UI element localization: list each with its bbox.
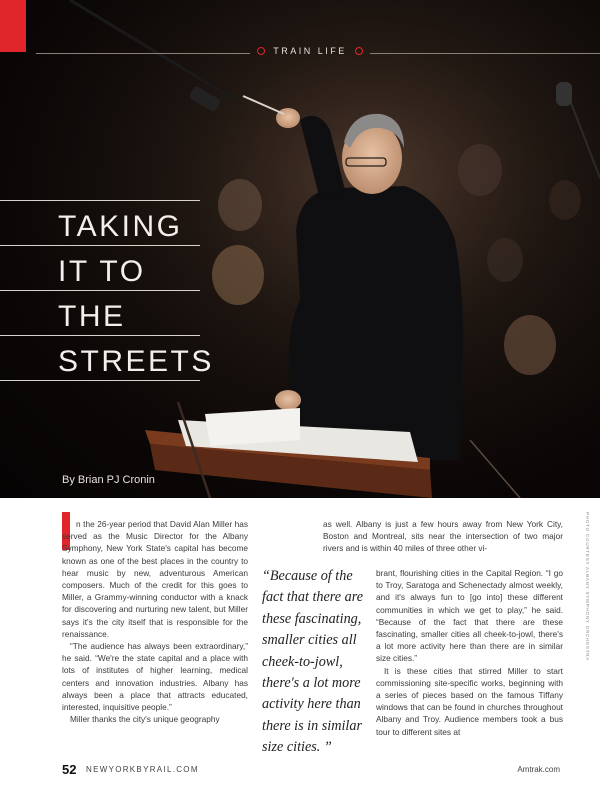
accent-tab: [0, 0, 26, 52]
paragraph: n the 26-year period that David Alan Miller has served as the Music Director for the Albany Symphony, New York State's capital has become known as one of the best places in the country to hear music by new, adventurous American composers. Much of the credit for this goes to Miller, a Grammy-winning conductor with a knack for discovering and nurturing new talent, but Miller says it's the city itself that is responsible for the renaissance.: [62, 519, 248, 639]
title-line: [0, 290, 200, 335]
footer-site-link[interactable]: NEWYORKBYRAIL.COM: [86, 765, 199, 774]
page-number: 52: [62, 762, 77, 777]
paragraph: brant, flourishing cities in the Capital Region. “I go to Troy, Saratoga and Schenectady almost weekly, and it's always fun to [go into] these different communities in which we get to play,” he said. “Because of the fact that there are these fascinating, smaller cities all cheek-to-jowl, there's a lot more activity here than there are in similar size cities.”: [376, 568, 563, 664]
photo-credit-text: PHOTO COURTESY ALBANY SYMPHONY ORCHESTRA: [585, 512, 590, 662]
section-rule-left: [36, 53, 250, 54]
paragraph: as well. Albany is just a few hours away from New York City, Boston and Montreal, sits near the intersection of two major rivers and is within 40 miles of three other vi-: [323, 519, 563, 554]
paragraph: It is these cities that stirred Miller to start commissioning site-specific works, beginning with a series of pieces based on the famous Tiffany windows that can be found in churches throughout Albany and Troy. Audience members took a bus tour to different sites at: [376, 665, 563, 737]
section-label: [240, 46, 380, 56]
section-rule-right: [370, 53, 600, 54]
article-column-1: [62, 518, 248, 725]
pull-quote: “Because of the fact that there are these fascinating, smaller cities all cheek-to-jowl, there's a lot more activity here than there is in similar size cities. ”: [262, 568, 363, 756]
title-line-text: THE: [58, 300, 126, 333]
section-label-text: TRAIN LIFE: [273, 46, 347, 56]
article-column-2-top: [323, 518, 563, 555]
title-line-text: STREETS: [58, 345, 214, 378]
title-line: [0, 245, 200, 290]
title-line-text: TAKING: [58, 210, 183, 243]
byline: By Brian PJ Cronin: [62, 474, 155, 486]
article-column-3: [376, 567, 563, 738]
page-footer: [62, 762, 560, 778]
footer-amtrak-link[interactable]: Amtrak.com: [517, 765, 560, 774]
title-line: [0, 200, 200, 245]
photo-credit: [582, 512, 592, 742]
paragraph: Miller thanks the city's unique geography: [70, 714, 220, 725]
title-line: [0, 335, 214, 381]
title-line-text: IT TO: [58, 255, 146, 288]
article-title: [0, 200, 214, 381]
paragraph: “The audience has always been extraordinary,” he said. “We're the state capital and a place with lots of institutes of higher learning, medical centers and innovation industries. Albany has always been a place that attracts educated, interested, inquisitive people.”: [62, 641, 248, 713]
bullet-dot-icon: [355, 47, 363, 55]
bullet-dot-icon: [257, 47, 265, 55]
